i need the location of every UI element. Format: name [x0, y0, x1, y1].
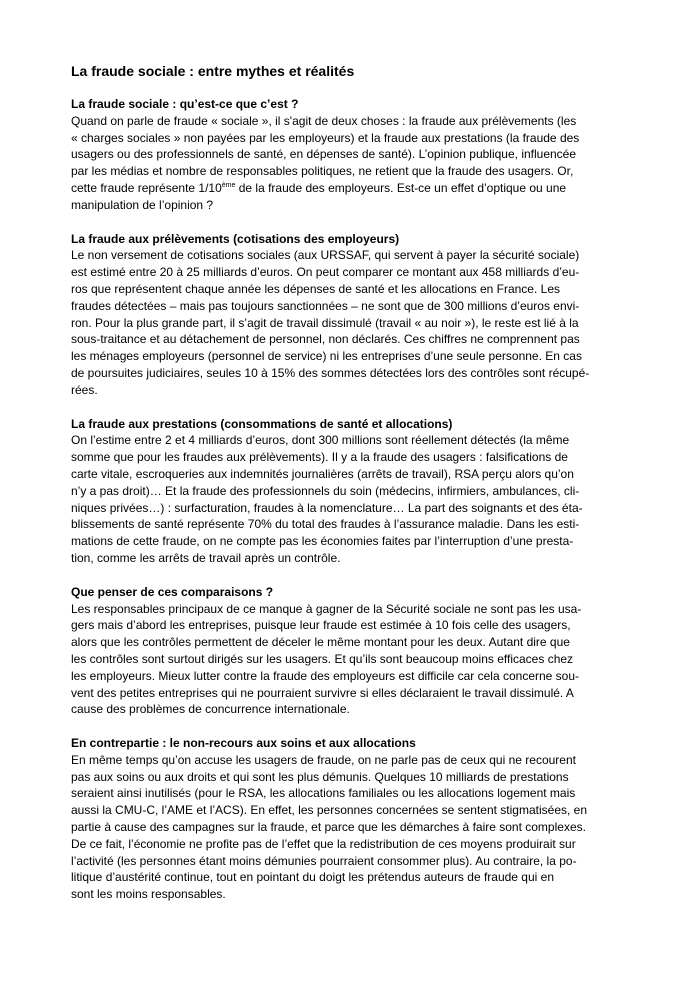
paragraph-line: n’y a pas droit)… Et la fraude des professionnels du soin (médecins, infirmiers, ambulances, cli-: [71, 483, 580, 498]
paragraph-line: Quand on parle de fraude « sociale », il s'agit de deux choses : la fraude aux prélèvements (les: [71, 113, 577, 128]
section-heading: En contrepartie : le non-recours aux soins et aux allocations: [71, 736, 416, 751]
line-text-before: cette fraude représente 1/10: [71, 180, 222, 195]
section-paragraph: [71, 432, 631, 566]
section-paragraph: [71, 113, 631, 214]
paragraph-line: Les responsables principaux de ce manque à gagner de la Sécurité sociale ne sont pas les usa-: [71, 601, 582, 616]
paragraph-line: carte vitale, escroqueries aux indemnités journalières (arrêts de travail), RSA perçu alors qu’on: [71, 466, 574, 481]
paragraph-line: « charges sociales » non payées par les employeurs) et la fraude aux prestations (la fraude des: [71, 130, 580, 145]
section: [71, 231, 631, 399]
paragraph-line: mations de cette fraude, on ne compte pas les économies faites par l’interruption d’une presta-: [71, 534, 574, 549]
paragraph-line: par les médias et nombre de responsables politiques, ne retient que la fraude des usagers. Or,: [71, 164, 574, 179]
paragraph-line: aussi la CMU-C, l’AME et l’ACS). En effet, les personnes concernées se sentent stigmatisées, en: [71, 803, 588, 818]
superscript: ème: [221, 181, 236, 189]
section: [71, 416, 631, 567]
paragraph-line: sont les moins responsables.: [71, 887, 226, 902]
paragraph-line: ron. Pour la plus grande part, il s’agit de travail dissimulé (travail « au noir »), le reste est lié à la: [71, 315, 579, 330]
paragraph-line: En même temps qu’on accuse les usagers de fraude, on ne parle pas de ceux qui ne recourent: [71, 752, 576, 767]
section: [71, 735, 631, 903]
paragraph-line: On l’estime entre 2 et 4 milliards d’euros, dont 300 millions sont réellement détectés (la même: [71, 433, 570, 448]
paragraph-line: somme que pour les fraudes aux prélèvements). Il y a la fraude des usagers : falsifications de: [71, 450, 568, 465]
paragraph-line: manipulation de l’opinion ?: [71, 197, 214, 212]
paragraph-line: litique d’austérité continue, tout en pointant du doigt les prétendus auteurs de fraude qui en: [71, 870, 555, 885]
section-heading: Que penser de ces comparaisons ?: [71, 584, 274, 599]
paragraph-line: rées.: [71, 382, 98, 397]
paragraph-line: cause des problèmes de concurrence internationale.: [71, 702, 350, 717]
paragraph-line: tion, comme les arrêts de travail après un contrôle.: [71, 550, 341, 565]
section-heading: La fraude aux prélèvements (cotisations des employeurs): [71, 231, 400, 246]
paragraph-line: alors que les contrôles permettent de déceler le même montant pour les deux. Autant dire que: [71, 635, 570, 650]
paragraph-line: niques privées…) : surfacturation, fraudes à la nomenclature… La part des soignants et des éta-: [71, 500, 583, 515]
section-heading: La fraude sociale : qu’est-ce que c’est ?: [71, 97, 299, 111]
paragraph-line: les ménages employeurs (personnel de service) ni les entreprises d’une seule personne. En cas: [71, 349, 582, 364]
paragraph-line: [71, 180, 631, 197]
paragraph-line: usagers ou des professionnels de santé, en dépenses de santé). L’opinion publique, influencée: [71, 147, 577, 162]
paragraph-line: seraient ainsi inutilisés (pour le RSA, les allocations familiales ou les allocations logement mais: [71, 786, 576, 801]
section: [71, 96, 631, 214]
document-page: [71, 62, 631, 920]
document-body: [71, 96, 631, 903]
section-heading: La fraude aux prestations (consommations de santé et allocations): [71, 416, 453, 431]
paragraph-line: est estimé entre 20 à 25 milliards d’euros. On peut comparer ce montant aux 458 milliards d’eu-: [71, 265, 580, 280]
paragraph-line: fraudes détectées – mais pas toujours sanctionnées – ne sont que de 300 millions d’euros envi-: [71, 298, 580, 313]
paragraph-line: sous-traitance et au détachement de personnel, non déclarés. Ces chiffres ne comprennent pas: [71, 332, 580, 347]
section-paragraph: [71, 752, 631, 903]
paragraph-line: Le non versement de cotisations sociales (aux URSSAF, qui servent à payer la sécurité sociale): [71, 248, 580, 263]
paragraph-line: vent des petites entreprises qui ne pourraient survivre si elles déclaraient le travail dissimulé. A: [71, 685, 574, 700]
line-text-after: de la fraude des employeurs. Est-ce un effet d’optique ou une: [235, 180, 567, 195]
section-paragraph: [71, 601, 631, 719]
paragraph-line: les employeurs. Mieux lutter contre la fraude des employeurs est difficile car cela concerne sou-: [71, 668, 580, 683]
paragraph-line: De ce fait, l’économie ne profite pas de l’effet que la redistribution de ces moyens produirait sur: [71, 836, 576, 851]
paragraph-line: gers mais d’abord les entreprises, puisque leur fraude est estimée à 10 fois celle des usagers,: [71, 618, 571, 633]
section-paragraph: [71, 247, 631, 398]
paragraph-line: de poursuites judiciaires, seules 10 à 15% des sommes détectées lors des contrôles sont récupé-: [71, 365, 590, 380]
paragraph-line: blissements de santé représente 70% du total des fraudes à l’assurance maladie. Dans les esti-: [71, 517, 580, 532]
paragraph-line: pas aux soins ou aux droits et qui sont les plus démunis. Quelques 10 milliards de prestations: [71, 769, 569, 784]
document-title: La fraude sociale : entre mythes et réalités: [71, 63, 355, 79]
paragraph-line: ros que représentent chaque année les dépenses de santé et les allocations en France. Les: [71, 281, 560, 296]
paragraph-line: les contrôles sont surtout dirigés sur les usagers. Et qu’ils sont beaucoup moins efficaces chez: [71, 651, 574, 666]
section: [71, 584, 631, 718]
paragraph-line: l’activité (les personnes étant moins démunies pourraient consommer plus). Au contraire, la po-: [71, 853, 577, 868]
paragraph-line: partie à cause des campagnes sur la fraude, et parce que les démarches à faire sont complexes.: [71, 820, 586, 835]
